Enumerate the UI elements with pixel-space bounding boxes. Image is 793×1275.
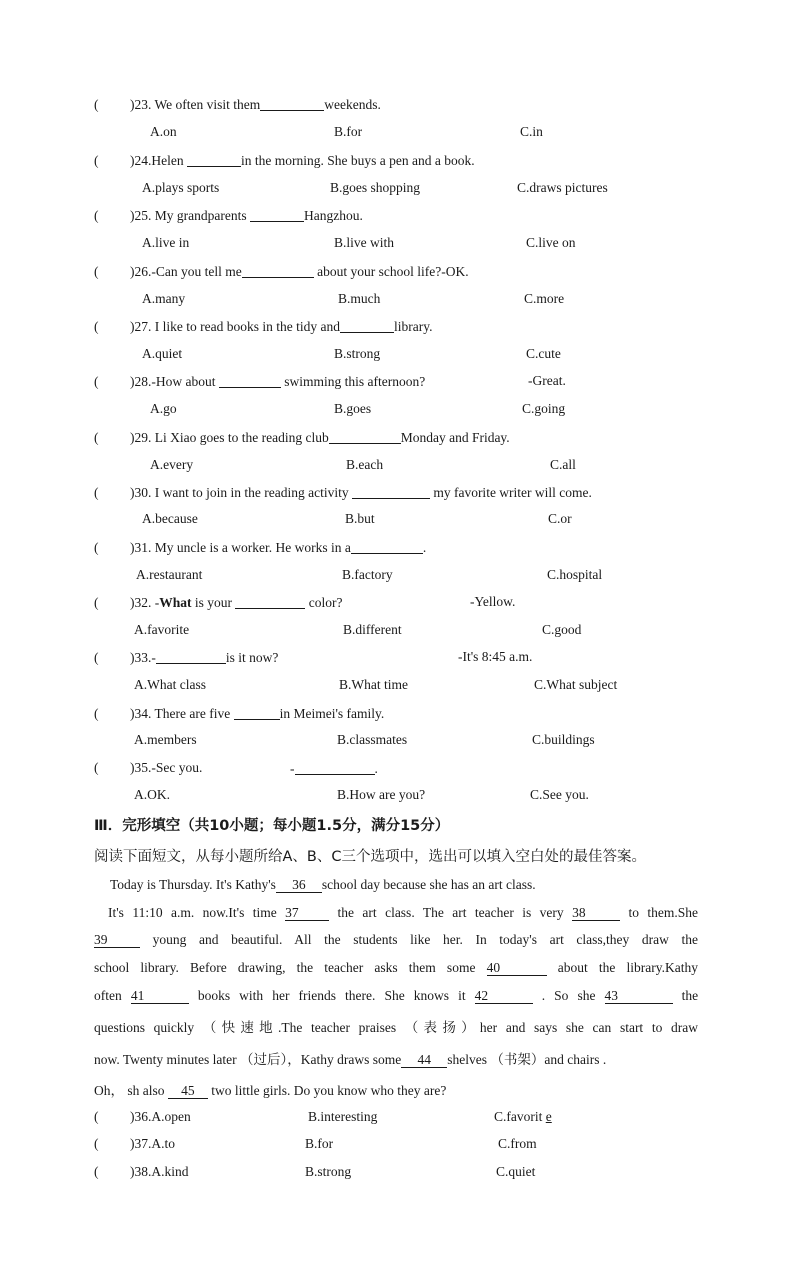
cloze-blank-38[interactable]: 38 — [572, 906, 620, 921]
blank[interactable] — [187, 152, 241, 167]
section-title: Ⅲ．完形填空（共10小题；每小题1.5分，满分15分） — [94, 818, 450, 834]
blank[interactable] — [352, 484, 430, 499]
reply-text: -Yellow. — [470, 594, 516, 609]
answer-paren[interactable]: ( — [94, 153, 99, 168]
blank[interactable] — [295, 760, 375, 775]
option-c[interactable]: C.more — [524, 291, 565, 306]
option-c[interactable]: C.good — [542, 622, 582, 637]
blank[interactable] — [260, 96, 324, 111]
option-c[interactable]: C.See you. — [530, 787, 589, 802]
answer-paren[interactable]: ( — [94, 319, 99, 334]
cloze-question-36: ( )36.A.open — [94, 1109, 191, 1124]
cloze-question-37: ( )37.A.to — [94, 1136, 175, 1151]
cloze-question-38: ( )38.A.kind — [94, 1164, 189, 1179]
option-a[interactable]: A.restaurant — [136, 567, 203, 582]
option-a[interactable]: A.many — [142, 291, 186, 306]
answer-paren[interactable]: ( — [94, 1136, 99, 1151]
passage-line: often 41 books with her friends there. She knows it 42 . So she 43 the — [94, 988, 699, 1003]
passage-line: It's 11:10 a.m. now.It's time 37 the art class. The art teacher is very 38 to them.She — [108, 905, 698, 920]
answer-paren[interactable]: ( — [94, 374, 99, 389]
cloze-blank-45[interactable]: 45 — [168, 1084, 208, 1099]
answer-paren[interactable]: ( — [94, 760, 99, 775]
reply-text: -Great. — [528, 373, 566, 388]
option-c[interactable]: C.hospital — [547, 567, 603, 582]
blank[interactable] — [242, 263, 314, 278]
question-33: ( )33.- is it now? — [94, 650, 279, 665]
passage-line: school library. Before drawing, the teacher asks them some 40 about the library.Kathy — [94, 960, 699, 975]
passage-line: 39 young and beautiful. All the students like her. In today's art class,they draw the — [94, 932, 698, 947]
option-b[interactable]: B.but — [345, 511, 375, 526]
blank[interactable] — [250, 207, 304, 222]
option-a[interactable]: A.What class — [134, 677, 206, 692]
option-c[interactable]: C.buildings — [532, 732, 595, 747]
option-c[interactable]: C.quiet — [496, 1164, 536, 1179]
answer-paren[interactable]: ( — [94, 1109, 99, 1124]
cloze-blank-36[interactable]: 36 — [276, 878, 322, 893]
option-b[interactable]: B.How are you? — [337, 787, 426, 802]
question-25: ( )25. My grandparents Hangzhou. — [94, 208, 363, 223]
cloze-blank-44[interactable]: 44 — [401, 1053, 447, 1068]
reply-text: -It's 8:45 a.m. — [458, 649, 533, 664]
blank[interactable] — [329, 429, 401, 444]
option-b[interactable]: B.strong — [334, 346, 381, 361]
answer-paren[interactable]: ( — [94, 97, 99, 112]
question-34: ( )34. There are five in Meimei's family. — [94, 706, 385, 721]
option-c[interactable]: C.from — [498, 1136, 537, 1151]
cloze-blank-39[interactable]: 39 — [94, 933, 140, 948]
option-c[interactable]: C.What subject — [534, 677, 618, 692]
blank[interactable] — [156, 649, 226, 664]
answer-paren[interactable]: ( — [94, 208, 99, 223]
question-24: ( )24.Helen in the morning. She buys a pen and a book. — [94, 153, 475, 168]
question-32: ( )32. -What is your color? — [94, 595, 343, 610]
option-a[interactable]: A.open — [151, 1109, 191, 1124]
option-a[interactable]: A.because — [142, 511, 198, 526]
question-29: ( )29. Li Xiao goes to the reading club Monday and Friday. — [94, 430, 510, 445]
option-a[interactable]: A.live in — [142, 235, 190, 250]
option-b[interactable]: B.for — [305, 1136, 334, 1151]
answer-paren[interactable]: ( — [94, 706, 99, 721]
cloze-blank-41[interactable]: 41 — [131, 989, 189, 1004]
question-26: ( )26.-Can you tell me about your school life?-OK. — [94, 264, 469, 279]
option-c[interactable]: C.going — [522, 401, 566, 416]
question-27: ( )27. I like to read books in the tidy and library. — [94, 319, 433, 334]
question-28: ( )28.-How about swimming this afternoon? — [94, 374, 426, 389]
answer-paren[interactable]: ( — [94, 1164, 99, 1179]
passage-line: now. Twenty minutes later （过后），Kathy draws some 44 shelves （书架）and chairs . — [94, 1052, 607, 1067]
answer-paren[interactable]: ( — [94, 485, 99, 500]
option-a[interactable]: A.members — [134, 732, 197, 747]
section-instruction: 阅读下面短文，从每小题所给A、B、C三个选项中，选出可以填入空白处的最佳答案。 — [94, 849, 646, 865]
blank[interactable] — [235, 594, 305, 609]
option-a[interactable]: A.kind — [151, 1164, 189, 1179]
option-b[interactable]: B.classmates — [337, 732, 408, 747]
reply-text: - . — [290, 761, 378, 776]
answer-paren[interactable]: ( — [94, 430, 99, 445]
cloze-blank-43[interactable]: 43 — [605, 989, 673, 1004]
option-c[interactable]: C.live on — [526, 235, 576, 250]
option-b[interactable]: B.interesting — [308, 1109, 378, 1124]
option-b[interactable]: B.each — [346, 457, 384, 472]
option-a[interactable]: A.OK. — [134, 787, 170, 802]
option-a[interactable]: A.go — [150, 401, 177, 416]
question-23: ( )23. We often visit them weekends. — [94, 97, 381, 112]
question-30: ( )30. I want to join in the reading activity my favorite writer will come. — [94, 485, 592, 500]
option-c[interactable]: C.draws pictures — [517, 180, 608, 195]
option-b[interactable]: B.goes — [334, 401, 372, 416]
blank[interactable] — [219, 373, 281, 388]
option-b[interactable]: B.What time — [339, 677, 408, 692]
answer-paren[interactable]: ( — [94, 540, 99, 555]
cloze-blank-42[interactable]: 42 — [475, 989, 533, 1004]
blank[interactable] — [351, 539, 423, 554]
option-c[interactable]: C.in — [520, 124, 543, 139]
option-b[interactable]: B.strong — [305, 1164, 352, 1179]
option-b[interactable]: B.different — [343, 622, 402, 637]
passage-line: Today is Thursday. It's Kathy's 36 school day because she has an art class. — [110, 877, 536, 892]
answer-paren[interactable]: ( — [94, 264, 99, 279]
question-35: ( )35.-Sec you. — [94, 760, 203, 775]
option-b[interactable]: B.factory — [342, 567, 393, 582]
option-b[interactable]: B.much — [338, 291, 381, 306]
option-a[interactable]: A.quiet — [142, 346, 183, 361]
option-c[interactable]: C.favorit e — [494, 1109, 552, 1124]
cloze-blank-37[interactable]: 37 — [285, 906, 329, 921]
answer-paren[interactable]: ( — [94, 595, 99, 610]
question-31: ( )31. My uncle is a worker. He works in a . — [94, 540, 427, 555]
option-a[interactable]: A.favorite — [134, 622, 190, 637]
option-b[interactable]: B.goes shopping — [330, 180, 421, 195]
option-a[interactable]: A.plays sports — [142, 180, 220, 195]
passage-line: questions quickly （快速地.The teacher praises （表扬）her and says she can start to draw — [94, 1020, 698, 1035]
blank[interactable] — [340, 318, 394, 333]
option-a[interactable]: A.to — [151, 1136, 175, 1151]
option-c[interactable]: C.cute — [526, 346, 561, 361]
option-b[interactable]: B.for — [334, 124, 363, 139]
option-c[interactable]: C.or — [548, 511, 572, 526]
blank[interactable] — [234, 705, 280, 720]
passage-line: Oh， sh also 45 two little girls. Do you know who they are? — [94, 1083, 447, 1098]
option-a[interactable]: A.on — [150, 124, 177, 139]
option-a[interactable]: A.every — [150, 457, 194, 472]
option-c[interactable]: C.all — [550, 457, 576, 472]
option-b[interactable]: B.live with — [334, 235, 394, 250]
answer-paren[interactable]: ( — [94, 650, 99, 665]
cloze-blank-40[interactable]: 40 — [487, 961, 547, 976]
